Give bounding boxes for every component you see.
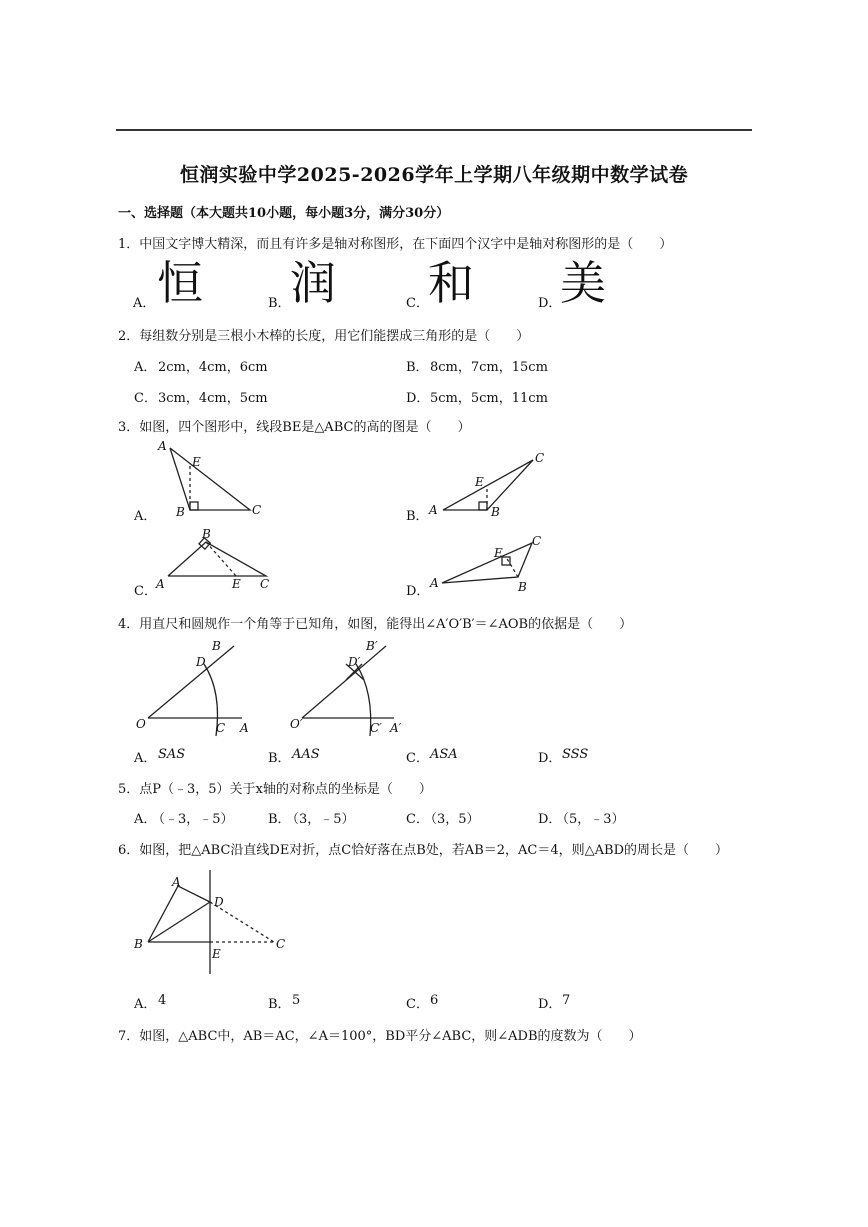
q1-option-d-label: D． <box>538 296 562 311</box>
label-c: C <box>252 503 262 517</box>
q4-figure-original-angle <box>130 636 260 740</box>
q4-option-b-value: AAS <box>292 747 320 762</box>
label-a: A <box>172 875 181 889</box>
label-b: B <box>491 505 500 519</box>
q5-option-b-label: B． <box>268 812 291 827</box>
label-e: E <box>192 455 201 469</box>
q5-option-d-value: （5，﹣3） <box>556 812 625 827</box>
q1-option-b-char: 润 <box>290 256 336 310</box>
q3-figure-a <box>150 438 270 520</box>
label-b-prime: B′ <box>366 639 378 653</box>
q3-option-b-label: B． <box>406 509 429 524</box>
q3-figure-d <box>428 533 553 593</box>
label-c: C <box>532 534 542 548</box>
question-1-text: 1．中国文字博大精深，而且有许多是轴对称图形，在下面四个汉字中是轴对称图形的是（ ） <box>118 237 673 252</box>
q4-option-a-label: A． <box>134 751 157 766</box>
label-e: E <box>494 546 503 560</box>
q3-option-d-label: D． <box>406 584 430 599</box>
q6-option-d-label: D． <box>538 997 562 1012</box>
question-7-text: 7．如图，△ABC中，AB＝AC，∠A＝100°，BD平分∠ABC，则∠ADB的度数为（ ） <box>118 1029 642 1044</box>
label-c: C <box>216 721 226 735</box>
q2-option-b-label: B． <box>406 360 429 375</box>
q4-option-d-label: D． <box>538 751 562 766</box>
q5-option-a-value: （﹣3，﹣5） <box>152 812 234 827</box>
q4-figure-constructed-angle <box>284 636 414 740</box>
label-d: D <box>214 895 224 909</box>
q3-option-a-label: A． <box>134 509 157 524</box>
q2-option-d-label: D． <box>406 391 430 406</box>
label-b: B <box>176 505 185 519</box>
header-rule <box>116 129 752 131</box>
q2-option-c-value: 3cm，4cm，5cm <box>158 391 268 406</box>
question-4-text: 4．用直尺和圆规作一个角等于已知角，如图，能得出∠A′O′B′＝∠AOB的依据是（ ） <box>118 617 633 632</box>
question-5-text: 5．点P（﹣3，5）关于x轴的对称点的坐标是（ ） <box>118 782 432 797</box>
q1-option-d-char: 美 <box>560 256 606 310</box>
label-c: C <box>276 937 286 951</box>
label-b: B <box>202 527 211 541</box>
question-6-text: 6．如图，把△ABC沿直线DE对折，点C恰好落在点B处，若AB＝2，AC＝4，则△ABD的周长是（ ） <box>118 843 728 858</box>
q2-option-d-value: 5cm，5cm，11cm <box>430 391 548 406</box>
label-o-prime: O′ <box>290 717 303 731</box>
q6-option-c-label: C． <box>406 997 429 1012</box>
q3-figure-b <box>425 448 555 520</box>
q1-option-a-char: 恒 <box>157 256 203 310</box>
q2-option-a-label: A． <box>134 360 157 375</box>
q2-option-a-value: 2cm，4cm，6cm <box>158 360 268 375</box>
section-heading: 一、选择题（本大题共10小题，每小题3分，满分30分） <box>118 206 450 221</box>
q4-option-d-value: SSS <box>562 747 589 762</box>
q6-option-c-value: 6 <box>430 993 439 1008</box>
label-a-prime: A′ <box>390 721 402 735</box>
label-e: E <box>475 475 484 489</box>
q6-figure-fold <box>130 866 295 978</box>
q2-option-c-label: C． <box>134 391 157 406</box>
q4-option-c-label: C． <box>406 751 429 766</box>
q2-option-b-value: 8cm，7cm，15cm <box>430 360 548 375</box>
label-c: C <box>260 577 270 591</box>
label-a: A <box>429 503 438 517</box>
q3-option-c-label: C． <box>134 584 157 599</box>
label-c: C <box>535 451 545 465</box>
q5-option-c-value: （3，5） <box>424 812 480 827</box>
question-3-text: 3．如图，四个图形中，线段BE是△ABC的高的图是（ ） <box>118 420 471 435</box>
q1-option-c-label: C． <box>406 296 429 311</box>
q1-option-c-char: 和 <box>428 256 474 310</box>
q6-option-a-label: A． <box>134 997 157 1012</box>
q5-option-b-value: （3，﹣5） <box>286 812 355 827</box>
label-d-prime: D′ <box>348 655 361 669</box>
label-a: A <box>430 576 439 590</box>
label-b: B <box>134 937 143 951</box>
label-d: D <box>196 655 206 669</box>
q6-option-a-value: 4 <box>158 993 167 1008</box>
label-a: A <box>158 439 167 453</box>
exam-title: 恒润实验中学2025-2026学年上学期八年级期中数学试卷 <box>179 164 689 186</box>
q5-option-a-label: A． <box>134 812 157 827</box>
q4-option-c-value: ASA <box>430 747 458 762</box>
label-b: B <box>518 580 527 594</box>
q6-option-b-label: B． <box>268 997 291 1012</box>
q6-option-d-value: 7 <box>562 993 571 1008</box>
label-a: A <box>240 721 249 735</box>
q4-option-b-label: B． <box>268 751 291 766</box>
q1-option-a-label: A． <box>133 296 156 311</box>
q5-option-c-label: C． <box>406 812 429 827</box>
label-b: B <box>212 639 221 653</box>
label-e: E <box>212 947 221 961</box>
label-c-prime: C′ <box>370 721 382 735</box>
q4-option-a-value: SAS <box>158 747 186 762</box>
label-a: A <box>156 577 165 591</box>
q1-option-b-label: B． <box>268 296 291 311</box>
q5-option-d-label: D． <box>538 812 562 827</box>
q6-option-b-value: 5 <box>292 993 301 1008</box>
label-o: O <box>136 717 146 731</box>
q3-figure-c <box>152 528 277 590</box>
label-e: E <box>232 577 241 591</box>
question-2-text: 2．每组数分别是三根小木棒的长度，用它们能摆成三角形的是（ ） <box>118 329 530 344</box>
